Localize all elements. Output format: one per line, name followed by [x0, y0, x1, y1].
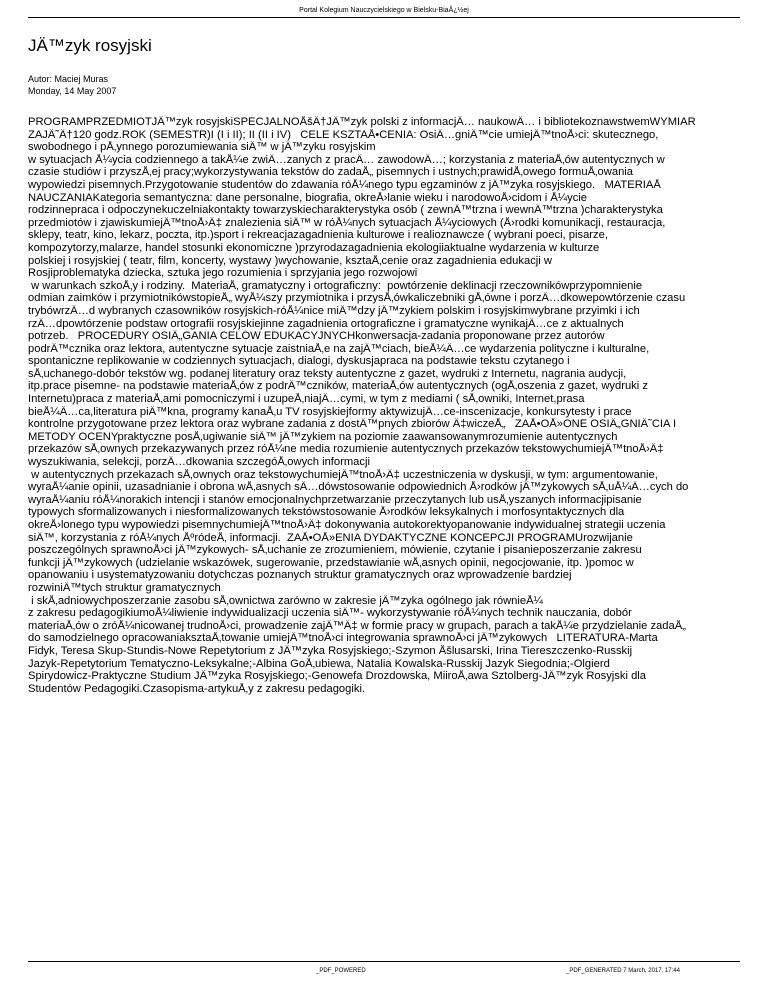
body-text-line: w autentycznych przekazach sÅ‚ownych oraz tekstowychumiejÄ™tnoÅ›Ä‡ uczestniczenia w dyskusji, w tym: argumentowanie, — [28, 468, 658, 481]
body-text-line: rodzinnepraca i odpoczynekuczelniakontakty towarzyskiecharakterystyka osób ( zewnÄ™trzna i wewnÄ™trzna )charakterystyka — [28, 204, 663, 217]
body-text-line: rozwiniÄ™tych struktur gramatycznych — [28, 581, 221, 594]
body-text-line: polskiej i rosyjskiej ( teatr, film, koncerty, wystawy )wychowanie, ksztaÅ‚cenie oraz zagadnienia edukacji w — [28, 254, 552, 267]
body-text-line: Fidyk, Teresa Skup-Stundis-Nowe Repetytorium z JÄ™zyka Rosyjskiego;-Szymon Åšlusarski, Irina Tiereszczenko-Russkij — [28, 644, 633, 657]
body-text-line: poszczególnych sprawnoÅ›ci jÄ™zykowych- sÅ‚uchanie ze zrozumieniem, mówienie, czytanie i pisanieposzerzanie zakresu — [28, 544, 642, 557]
body-text-line: okreÅ›lonego typu wypowiedzi pisemnychumiejÄ™tnoÅ›Ä‡ dokonywania autokorektyopanowanie indywidualnej strategii uczenia — [28, 519, 666, 531]
body-text-line: siÄ™, korzystania z róÅ¼nych ÅºródeÅ‚ informacji. ZAÅ•OÅ»ENIA DYDAKTYCZNE KONCEPCJI PROGRAMUrozwijanie — [28, 531, 633, 544]
body-text-line: sÅ‚uchanego-dobór tekstów wg. podanej literatury oraz teksty autentyczne z gazet, wydruki z Internetu, nagrania audycji, — [28, 367, 627, 380]
body-text-line: opanowaniu i usystematyzowaniu dotychczas poznanych struktur gramatycznych oraz wprowadzenie bardziej — [28, 569, 572, 582]
body-text-line: w warunkach szkoÅ‚y i rodziny. MateriaÅ‚ gramatyczny i ortograficzny: powtórzenie deklinacji rzeczownikówprzypomnienie — [28, 279, 643, 292]
body-text-line: Rosjiproblematyka dziecka, sztuka jego rozumienia i sprzyjania jego rozwojowi — [28, 267, 418, 280]
body-text-line: potrzeb. PROCEDURY OSIÄ„GANIA CELÓW EDUKACYJNYCHkonwersacja-zadania proponowane przez autorów — [28, 330, 605, 343]
body-text-line: Jazyk-Repetytorium Tematyczno-Leksykalne;-Albina GoÅ‚ubiewa, Natalia Kowalska-Russkij Jazyk Siegodnia;-Olgierd — [28, 657, 610, 670]
body-text-line: podrÄ™cznika oraz lektora, autentyczne sytuacje zaistniaÅ‚e na zajÄ™ciach, bieÅ¼Ä…ce wydarzenia polityczne i kulturalne, — [28, 342, 650, 355]
body-text-line: NAUCZANIAKategoria semantyczna: dane personalne, biografia, okreÅ›lanie wieku i narodowoÅ›cidom i Å¼ycie — [28, 191, 588, 204]
body-text-line: wyraÅ¼anie opinii, uzasadnianie i obrona wÅ‚asnych sÄ…dówstosowanie odpowiednich Å›rodków jÄ™zykowych sÅ‚uÅ¼Ä…cych do — [28, 481, 689, 494]
body-text-line: Spirydowicz-Praktyczne Studium JÄ™zyka Rosyjskiego;-Genowefa Drozdowska, MiiroÅ‚awa Sztolberg-JÄ™zyk Rosyjski dla — [28, 670, 647, 683]
body-text-line: i skÅ‚adniowychposzerzanie zasobu sÅ‚ownictwa zarówno w zakresie jÄ™zyka ogólnego jak równieÅ¼ — [28, 594, 543, 607]
footer-generated: _PDF_GENERATED 7 March, 2017, 17:44 — [566, 968, 680, 974]
body-text-line: sklepy, teatr, kino, lekarz, poczta, itp.)sport i rekreacjazagadnienia kulturowe i realioznawcze ( wybrani poeci, pisarze, — [28, 229, 608, 242]
body-text-line: spontaniczne replikowanie w codziennych sytuacjach, dialogi, dyskusjapraca na podstawie tekstu czytanego i — [28, 355, 570, 368]
body-text-line: swobodnego i pÅ‚ynnego porozumiewania siÄ™ w jÄ™zyku rosyjskim — [28, 141, 376, 154]
page-title: JÄ™zyk rosyjski — [28, 36, 152, 55]
body-text-line: wypowiedzi pisemnych.Przygotowanie studentów do zdawania róÅ¼nego typu egzaminów z jÄ™zyka rosyjskiego. MATERIAÅ — [28, 178, 661, 191]
body-text-line: kompozytorzy,malarze, handel stosunki ekonomiczne )przyrodazagadnienia ekologiiaktualne wydarzenia w kulturze — [28, 241, 600, 254]
body-text-line: trybówrzÄ…d wybranych czasowników rosyjskich-róÅ¼nice miÄ™dzy jÄ™zykiem polskim i rosyjskimwybrane przyimki i ich — [28, 304, 640, 317]
body-text-line: czasie studiów i przyszÅ‚ej pracy;wykorzystywania tekstów do zadaÅ„ pisemnych i ustnych;prawidÅ‚owego formuÅ‚owania — [28, 166, 633, 179]
body-text-line: wyraÅ¼aniu róÅ¼norakich intencji i stanów emocjonalnychprzetwarzanie przeczytanych lub usÅ‚yszanych informacjipisanie — [28, 493, 642, 506]
body-text-line: METODY OCENYpraktyczne posÅ‚ugiwanie siÄ™ jÄ™zykiem na poziomie zaawansowanymrozumienie autentycznych — [28, 430, 618, 443]
body-text-line: rzÄ…dpowtórzenie podstaw ortografii rosyjskiejinne zagadnienia ortograficzne i gramatyczne wynikajÄ…ce z aktualnych — [28, 317, 624, 330]
body-text-line: PROGRAMPRZEDMIOTJÄ™zyk rosyjskiSPECJALNOÅšÄ†JÄ™zyk polski z informacjÄ… naukowÄ… i bibliotekoznawstwemWYMIAR — [28, 116, 696, 128]
body-text-line: kontrolne przygotowane przez lektora oraz wybrane zadania z dostÄ™pnych zbiorów Ä‡wiczeÅ„ ZAÅ•OÅ»ONE OSIÄ„GNIÄ˜CIA I — [28, 418, 677, 431]
body-text-line: przekazów sÅ‚ownych przekazywanych przez róÅ¼ne media rozumienie autentycznych przekazów tekstowychumiejÄ™tnoÅ›Ä‡ — [28, 443, 664, 456]
header-divider — [28, 17, 740, 18]
article-body — [28, 116, 768, 756]
body-text-line: typowych sformalizowanych i niesformalizowanych tekstówstosowanie Å›rodków leksykalnych i morfosyntaktycznych dla — [28, 506, 625, 519]
body-text-line: Studentów Pedagogiki.Czasopisma-artykuÅ‚y z zakresu pedagogiki. — [28, 682, 366, 695]
body-text-line: z zakresu pedagogikiumoÅ¼liwienie indywidualizacji uczenia siÄ™- wykorzystywanie róÅ¼nych technik nauczania, dobór — [28, 607, 632, 620]
body-text-line: Internetu)praca z materiaÅ‚ami pomocniczymi i uzupeÅ‚niajÄ…cymi, w tym z mediami ( sÅ‚owniki, Internet,prasa — [28, 393, 585, 406]
body-text-line: odmian zaimków i przymiotnikówstopieÅ„ wyÅ¼szy przymiotnika i przysÅ‚ówkaliczebniki gÅ‚ówne i porzÄ…dkowepowtórzenie czasu — [28, 292, 686, 305]
body-text-line: bieÅ¼Ä…ca,literatura piÄ™kna, programy kanaÅ‚u TV rosyjskiejformy aktywizujÄ…ce-inscenizacje, konkursytesty i prace — [28, 405, 632, 418]
date-line: Monday, 14 May 2007 — [28, 86, 117, 96]
footer-divider — [28, 961, 740, 962]
body-text-line: wyszukiwania, selekcji, porzÄ…dkowania szczegóÅ‚owych informacji — [28, 456, 370, 469]
body-text-line: materiaÅ‚ów o zróÅ¼nicowanej trudnoÅ›ci, prowadzenie zajÄ™Ä‡ w formie pracy w grupach, parach a takÅ¼e przydzielanie zadaÅ„ — [28, 619, 686, 632]
body-text-line: ZAJÄ˜Ä†120 godz.ROK (SEMESTR)I (I i II); II (II i IV) CELE KSZTAÅ•CENIA: OsiÄ…gniÄ™cie umiejÄ™tnoÅ›ci: skutecznego, — [28, 128, 659, 141]
author-line: Autor: Maciej Muras — [28, 74, 109, 84]
body-text-line: przedmiotów i zjawiskumiejÄ™tnoÅ›Ä‡ znalezienia siÄ™ w róÅ¼nych sytuacjach Å¼yciowych (Å›rodki komunikacji, restauracja, — [28, 216, 666, 229]
body-text-line: funkcji jÄ™zykowych (udzielanie wskazówek, sugerowanie, przedstawianie wÅ‚asnych opinii, negocjowanie, itp. )pomoc w — [28, 556, 634, 569]
body-text-line: w sytuacjach Å¼ycia codziennego a takÅ¼e zwiÄ…zanych z pracÄ… zawodowÄ…; korzystania z materiaÅ‚ów autentycznych w — [28, 153, 665, 166]
footer-powered: _PDF_POWERED — [316, 968, 366, 974]
body-text-line: do samodzielnego opracowaniaksztaÅ‚towanie umiejÄ™tnoÅ›ci integrowania sprawnoÅ›ci jÄ™zykowych LITERATURA-Marta — [28, 632, 658, 645]
site-header: Portal Kolegium Nauczycielskiego w Bielsku-BiaÅ¿½ej — [299, 7, 469, 14]
body-text-line: itp.prace pisemne- na podstawie materiaÅ‚ów z podrÄ™czników, materiaÅ‚ów autentycznych (ogÅ‚oszenia z gazet, wydruki z — [28, 380, 648, 393]
